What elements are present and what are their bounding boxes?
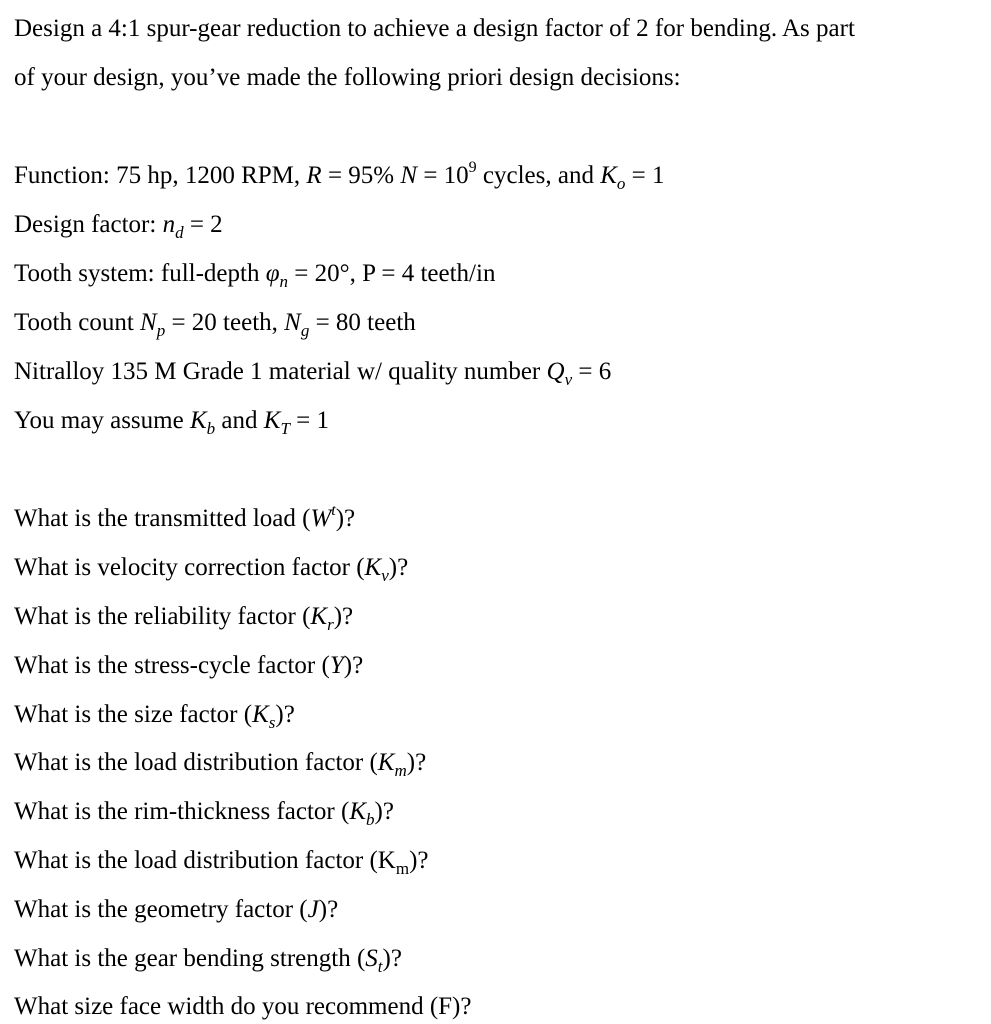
reliability-value: = 95% [321,162,401,189]
question-variable: K [364,554,382,581]
question-subscript: r [327,615,334,634]
question-load-distribution-factor [14,748,426,778]
question-geometry-factor [14,895,338,925]
question-close: )? [333,603,354,630]
question-subscript: b [366,810,375,829]
assume-value: = 1 [289,407,330,434]
question-stress-cycle-factor [14,651,363,681]
function-line [14,161,665,191]
question-variable: K [377,847,396,874]
pressure-angle-variable: φ [265,260,280,287]
gear-teeth-subscript: g [300,321,310,340]
question-text: What is the load distribution factor ( [14,749,378,776]
question-subscript: m [395,859,410,878]
assume-prefix: You may assume [14,407,190,434]
question-velocity-factor [14,553,408,583]
question-text: What is the size factor ( [14,701,253,728]
question-text: What is the gear bending strength ( [14,945,366,972]
pinion-teeth-value: = 20 teeth, [165,309,285,336]
intro-text-2: of your design, you’ve made the following priori design decisions: [14,64,681,91]
tooth-count-prefix: Tooth count [14,309,141,336]
question-text: What is the stress-cycle factor ( [14,652,330,679]
tooth-system-prefix: Tooth system: full-depth [14,260,266,287]
question-close: )? [406,749,427,776]
question-load-distribution-factor-2 [14,846,429,876]
question-close: )? [409,847,429,874]
assume-line [14,406,329,436]
question-variable: S [365,945,378,972]
design-factor-line [14,210,223,240]
overload-value: = 1 [625,162,665,189]
question-text: What is the reliability factor ( [14,603,311,630]
question-subscript: t [377,957,383,976]
question-subscript: v [381,566,389,585]
question-close: )? [343,652,364,679]
question-rim-thickness-factor [14,797,394,827]
pinion-teeth-variable: N [140,309,157,336]
intro-line-1 [14,14,855,44]
question-text: What size face width do you recommend (F)? [14,993,472,1020]
question-face-width [14,992,471,1022]
pressure-angle-subscript: n [279,272,289,291]
rim-factor-subscript: b [206,419,216,438]
temperature-factor-subscript: T [280,419,290,438]
question-subscript: s [268,713,276,732]
cycles-text: cycles, and [476,162,601,189]
question-text: What is velocity correction factor ( [14,554,365,581]
question-size-factor [14,700,295,730]
question-close: )? [374,798,394,825]
question-text: What is the rim-thickness factor ( [14,798,350,825]
question-text: What is the transmitted load ( [14,505,311,532]
design-factor-value: = 2 [183,211,223,238]
quality-subscript: v [564,370,573,389]
question-transmitted-load [14,504,355,534]
question-close: )? [388,554,409,581]
question-subscript: m [394,761,407,780]
question-variable: J [307,896,319,923]
cycles-exponent: 9 [468,159,477,176]
question-close: )? [275,701,295,728]
question-variable: K [349,798,366,825]
overload-variable: K [600,162,617,189]
question-reliability-factor [14,602,353,632]
intro-text-1: Design a 4:1 spur-gear reduction to achieve a design factor of 2 for bending. As part [14,15,855,42]
tooth-system-line [14,259,495,289]
question-variable: K [310,603,328,630]
quality-variable: Q [546,358,565,385]
question-bending-strength [14,944,402,974]
cycles-value-base: = 10 [417,162,469,189]
question-close: )? [382,945,402,972]
question-variable: W [310,505,332,532]
tooth-system-value: = 20°, P = 4 teeth/in [288,260,496,287]
question-superscript: t [331,502,336,519]
question-close: )? [335,505,356,532]
assume-and: and [215,407,264,434]
material-prefix: Nitralloy 135 M Grade 1 material w/ quality number [14,358,547,385]
rim-factor-variable: K [189,407,207,434]
tooth-count-line [14,308,416,338]
design-factor-variable: n [162,211,176,238]
material-line [14,357,611,387]
gear-teeth-value: = 80 teeth [309,309,416,336]
function-prefix: Function: 75 hp, 1200 RPM, [14,162,307,189]
question-variable: Y [329,652,344,679]
design-factor-subscript: d [175,223,184,242]
question-variable: K [377,749,395,776]
cycles-variable: N [400,162,418,189]
overload-subscript: o [616,174,626,193]
pinion-teeth-subscript: p [156,321,166,340]
design-factor-prefix: Design factor: [14,211,163,238]
gear-teeth-variable: N [284,309,301,336]
question-text: What is the geometry factor ( [14,896,308,923]
question-variable: K [252,701,269,728]
question-close: )? [318,896,339,923]
question-text: What is the load distribution factor ( [14,847,378,874]
reliability-variable: R [306,162,322,189]
temperature-factor-variable: K [263,407,281,434]
intro-line-2 [14,63,681,93]
quality-value: = 6 [572,358,612,385]
